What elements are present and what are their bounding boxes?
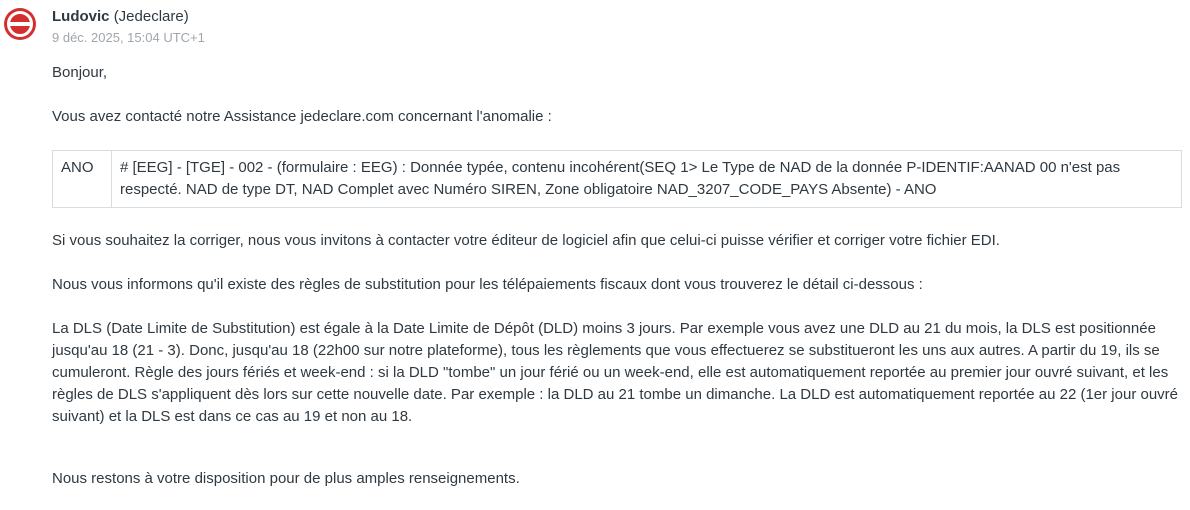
avatar <box>4 8 36 40</box>
anomaly-description-cell: # [EEG] - [TGE] - 002 - (formulaire : EEG) : Donnée typée, contenu incohérent(SEQ 1> Le Type de NAD de la donnée P-IDENTIF:AANAD 00 n'est pas respecté. NAD de type DT, NAD Complet avec Numéro SIREN, Zone obligatoire NAD_3207_CODE_PAYS Absente) - ANO <box>112 151 1182 208</box>
message-body <box>52 62 1180 490</box>
author-organization: (Jedeclare) <box>113 8 189 25</box>
paragraph-correction: Si vous souhaitez la corriger, nous vous invitons à contacter votre éditeur de logiciel afin que celui-ci puisse vérifier et corriger votre fichier EDI. <box>52 232 1000 249</box>
anomaly-table <box>52 150 1182 208</box>
author-name[interactable]: Ludovic <box>52 8 110 25</box>
paragraph-closing: Nous restons à votre disposition pour de plus amples renseignements. <box>52 470 520 487</box>
paragraph-substitution-intro: Nous vous informons qu'il existe des règles de substitution pour les télépaiements fiscaux dont vous trouverez le détail ci-dessous : <box>52 276 923 293</box>
avatar-bar-icon <box>8 22 32 26</box>
greeting-paragraph: Bonjour, <box>52 64 108 81</box>
message-header <box>52 8 1180 26</box>
paragraph-rules: La DLS (Date Limite de Substitution) est égale à la Date Limite de Dépôt (DLD) moins 3 jours. Par exemple vous avez une DLD au 21 du mois, la DLS est positionnée jusqu'au 18 (21 - 3). Donc, jusqu'au 18 (22h00 sur notre plateforme), tous les règlements que vous effectuerez se substitueront les uns aux autres. A partir du 19, ils se cumuleront. Règle des jours fériés et week-end : si la DLD "tombe" un jour férié ou un week-end, elle est automatiquement reportée au premier jour ouvré suivant, et les règles de DLS s'appliquent dès lors sur cette nouvelle date. Par exemple : la DLD au 21 tombe un dimanche. La DLD est automatiquement reportée au 22 (1er jour ouvré suivant) et la DLS est dans ce cas au 19 et non au 18. <box>52 320 1179 425</box>
intro-paragraph: Vous avez contacté notre Assistance jedeclare.com concernant l'anomalie : <box>52 108 552 125</box>
table-row <box>53 151 1182 208</box>
message-timestamp: 9 déc. 2025, 15:04 UTC+1 <box>52 30 205 45</box>
spacer <box>52 450 1180 468</box>
avatar-circle-icon <box>7 11 33 37</box>
anomaly-code-cell: ANO <box>53 151 112 208</box>
